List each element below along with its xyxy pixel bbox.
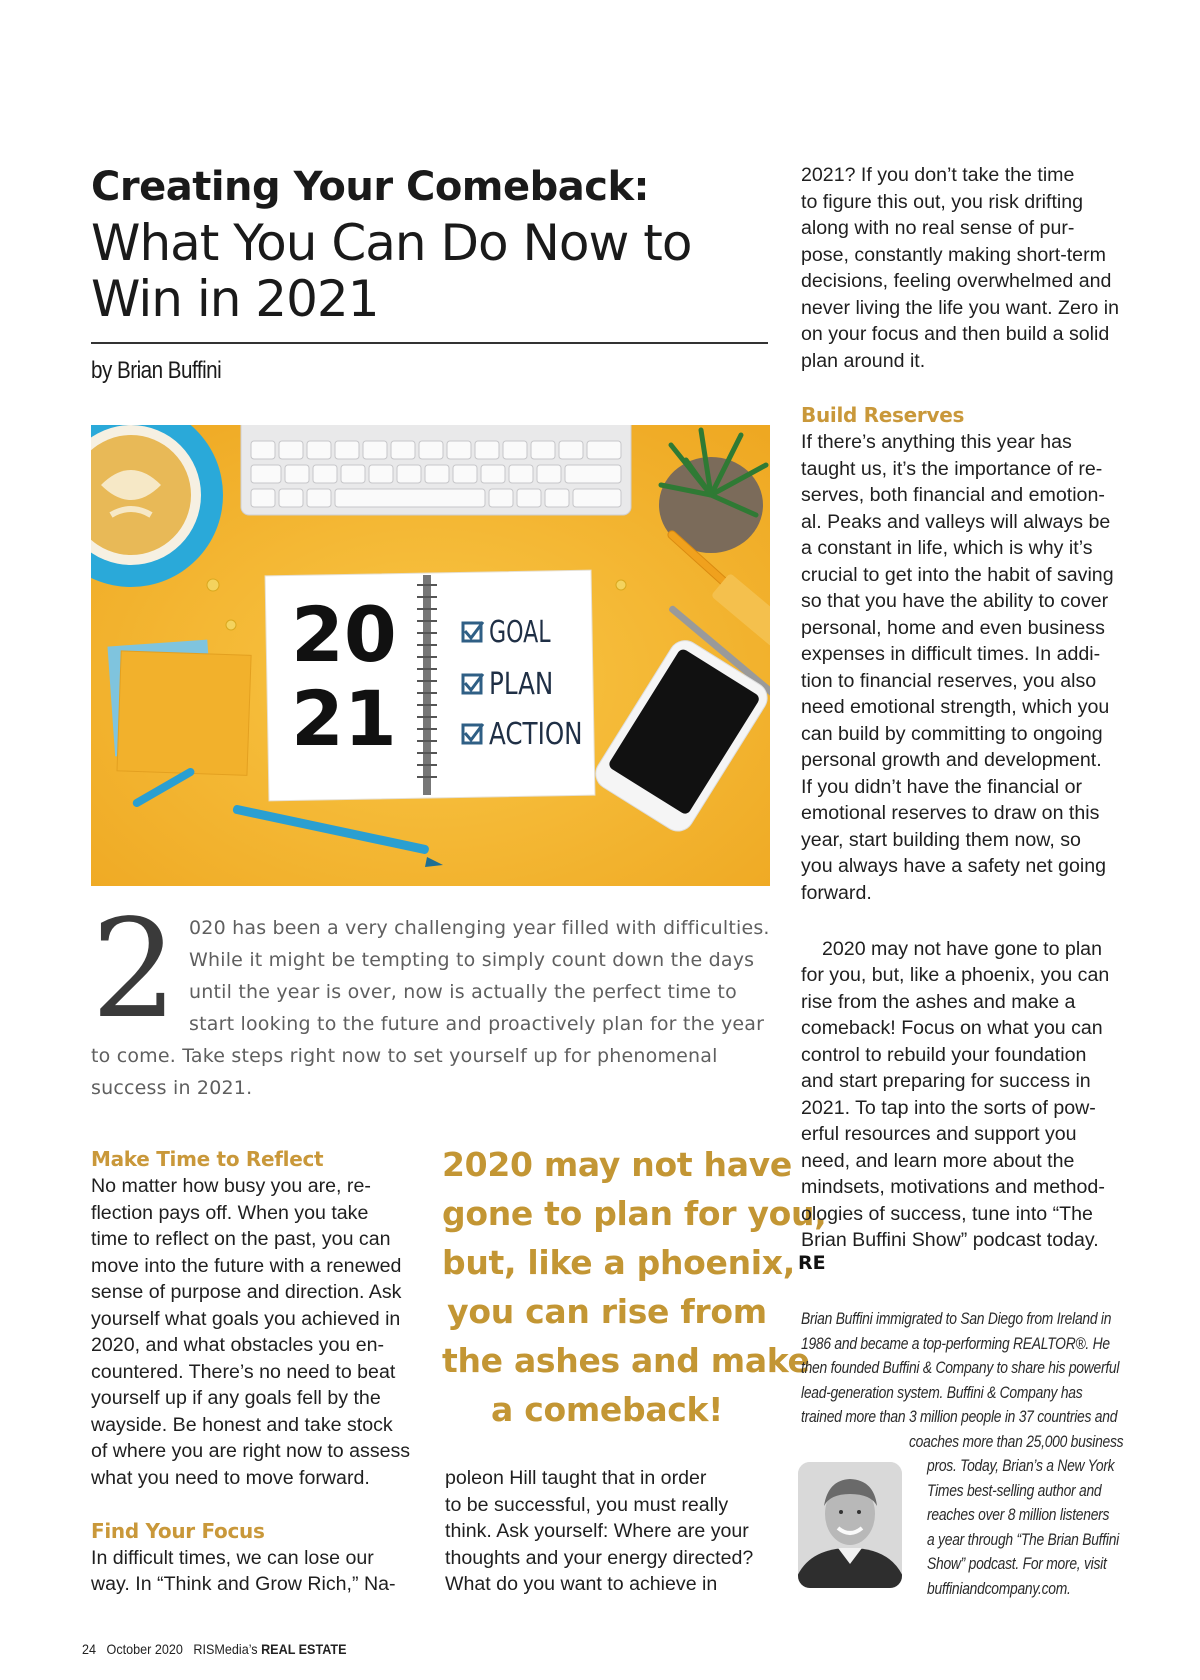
author-bio-line: buffiniandcompany.com. bbox=[927, 1580, 1071, 1598]
col1-line: flection pays off. When you take bbox=[91, 1202, 369, 1224]
byline: by Brian Buffini bbox=[91, 357, 222, 384]
col3-line: ologies of success, tune into “The bbox=[801, 1203, 1093, 1225]
col3-line: never living the life you want. Zero in bbox=[801, 297, 1120, 319]
col3-line: decisions, feeling overwhelmed and bbox=[801, 270, 1112, 292]
article-title-bold: Creating Your Comeback: bbox=[91, 164, 650, 210]
author-bio-line: lead-generation system. Buffini & Company has bbox=[801, 1384, 1083, 1402]
pull-quote-line: the ashes and make bbox=[442, 1341, 810, 1380]
desk-illustration bbox=[91, 425, 770, 886]
col3-line: for you, but, like a phoenix, you can bbox=[801, 964, 1110, 986]
col1-line: move into the future with a renewed bbox=[91, 1255, 402, 1277]
author-bio-line: 1986 and became a top-performing REALTOR®. He bbox=[801, 1335, 1110, 1353]
col3-line: tion to financial reserves, you also bbox=[801, 670, 1097, 692]
col3-line: and start preparing for success in bbox=[801, 1070, 1091, 1092]
col3-line: 2020 may not have gone to plan bbox=[822, 938, 1102, 960]
page-number: 24 bbox=[82, 1641, 97, 1657]
col1-line: wayside. Be honest and take stock bbox=[91, 1414, 393, 1436]
col3-line: serves, both financial and emotion- bbox=[801, 484, 1105, 506]
col3-line: rise from the ashes and make a bbox=[801, 991, 1076, 1013]
col3-line: plan around it. bbox=[801, 350, 926, 372]
pull-quote-line: but, like a phoenix, bbox=[442, 1243, 796, 1282]
end-mark: RE bbox=[798, 1252, 826, 1274]
issue-date: October 2020 bbox=[106, 1641, 183, 1657]
heading-build-reserves: Build Reserves bbox=[801, 403, 965, 427]
author-bio-line: pros. Today, Brian’s a New York bbox=[927, 1457, 1115, 1475]
col3-line: need, and learn more about the bbox=[801, 1150, 1075, 1172]
col3-line: Brian Buffini Show” podcast today. bbox=[801, 1229, 1099, 1251]
col3-line: personal, home and even business bbox=[801, 617, 1105, 639]
col3-line: along with no real sense of pur- bbox=[801, 217, 1075, 239]
col3-line: control to rebuild your foundation bbox=[801, 1044, 1087, 1066]
col1-line: yourself up if any goals fell by the bbox=[91, 1387, 381, 1409]
col2-line: poleon Hill taught that in order bbox=[445, 1467, 707, 1489]
col3-line: to figure this out, you risk drifting bbox=[801, 191, 1084, 213]
keyboard-icon bbox=[241, 425, 631, 515]
article-title-line-2: What You Can Do Now to bbox=[91, 214, 692, 272]
intro-line: While it might be tempting to simply count down the days bbox=[189, 949, 755, 971]
col3-line: erful resources and support you bbox=[801, 1123, 1077, 1145]
magazine-name: REAL ESTATE bbox=[261, 1641, 347, 1657]
pull-quote-line: a comeback! bbox=[491, 1390, 723, 1429]
pull-quote-line: you can rise from bbox=[447, 1292, 767, 1331]
col1-line: sense of purpose and direction. Ask bbox=[91, 1281, 402, 1303]
title-divider bbox=[91, 342, 768, 344]
notebook-year-top: 20 bbox=[291, 590, 397, 679]
col3-line: comeback! Focus on what you can bbox=[801, 1017, 1103, 1039]
col2-line: thoughts and your energy directed? bbox=[445, 1547, 754, 1569]
col3-line: expenses in difficult times. In addi- bbox=[801, 643, 1101, 665]
author-bio-line: Brian Buffini immigrated to San Diego from Ireland in bbox=[801, 1310, 1112, 1328]
checklist-goal: GOAL bbox=[489, 615, 551, 650]
col3-line: emotional reserves to draw on this bbox=[801, 802, 1100, 824]
author-bio-line: Times best-selling author and bbox=[927, 1482, 1102, 1500]
notebook-year-bottom: 21 bbox=[291, 674, 397, 763]
col1-line: time to reflect on the past, you can bbox=[91, 1228, 391, 1250]
heading-make-time-to-reflect: Make Time to Reflect bbox=[91, 1147, 324, 1171]
author-headshot bbox=[798, 1462, 902, 1588]
col3-line: taught us, it’s the importance of re- bbox=[801, 458, 1103, 480]
col2-line: think. Ask yourself: Where are your bbox=[445, 1520, 749, 1542]
col2-line: to be successful, you must really bbox=[445, 1494, 729, 1516]
intro-line: success in 2021. bbox=[91, 1077, 253, 1099]
col3-line: forward. bbox=[801, 882, 872, 904]
col1-line: of where you are right now to assess bbox=[91, 1440, 411, 1462]
notebook-icon bbox=[265, 570, 595, 801]
col3-line: al. Peaks and valleys will always be bbox=[801, 511, 1111, 533]
col2-line: What do you want to achieve in bbox=[445, 1573, 718, 1595]
checklist-plan: PLAN bbox=[489, 667, 554, 702]
col1-line: way. In “Think and Grow Rich,” Na- bbox=[91, 1573, 396, 1595]
intro-line: to come. Take steps right now to set yourself up for phenomenal bbox=[91, 1045, 718, 1067]
heading-find-your-focus: Find Your Focus bbox=[91, 1519, 265, 1543]
col3-line: need emotional strength, which you bbox=[801, 696, 1110, 718]
author-bio-line: Show” podcast. For more, visit bbox=[927, 1555, 1107, 1573]
col3-line: If there’s anything this year has bbox=[801, 431, 1072, 453]
author-bio-line: trained more than 3 million people in 37 countries and bbox=[801, 1408, 1118, 1426]
col1-line: In difficult times, we can lose our bbox=[91, 1547, 374, 1569]
author-bio-line: then founded Buffini & Company to share his powerful bbox=[801, 1359, 1120, 1377]
pull-quote-line: gone to plan for you, bbox=[442, 1194, 827, 1233]
col3-line: can build by committing to ongoing bbox=[801, 723, 1103, 745]
intro-line: start looking to the future and proactively plan for the year bbox=[189, 1013, 765, 1035]
article-photo bbox=[91, 425, 770, 886]
col3-line: 2021. To tap into the sorts of pow- bbox=[801, 1097, 1096, 1119]
drop-cap: 2 bbox=[91, 891, 178, 1049]
author-bio-line: a year through “The Brian Buffini bbox=[927, 1531, 1119, 1549]
col1-line: No matter how busy you are, re- bbox=[91, 1175, 371, 1197]
col3-line: you always have a safety net going bbox=[801, 855, 1106, 877]
person-icon bbox=[798, 1462, 902, 1588]
col3-line: personal growth and development. bbox=[801, 749, 1102, 771]
col3-line: mindsets, motivations and method- bbox=[801, 1176, 1105, 1198]
author-bio-line: reaches over 8 million listeners bbox=[927, 1506, 1110, 1524]
col3-line: so that you have the ability to cover bbox=[801, 590, 1109, 612]
col3-line: year, start building them now, so bbox=[801, 829, 1081, 851]
publisher-name: RISMedia’s bbox=[193, 1641, 258, 1657]
col3-line: 2021? If you don’t take the time bbox=[801, 164, 1075, 186]
sticky-notes-icon bbox=[107, 640, 251, 776]
article-title-line-3: Win in 2021 bbox=[91, 270, 379, 328]
col1-line: yourself what goals you achieved in bbox=[91, 1308, 401, 1330]
col1-line: what you need to move forward. bbox=[91, 1467, 370, 1489]
checklist-action: ACTION bbox=[489, 717, 583, 752]
col3-line: a constant in life, which is why it’s bbox=[801, 537, 1093, 559]
pull-quote-line: 2020 may not have bbox=[442, 1145, 792, 1184]
page-footer bbox=[82, 1641, 347, 1657]
intro-line: until the year is over, now is actually the perfect time to bbox=[189, 981, 737, 1003]
col3-line: pose, constantly making short-term bbox=[801, 244, 1106, 266]
col3-line: on your focus and then build a solid bbox=[801, 323, 1110, 345]
intro-line: 020 has been a very challenging year filled with difficulties. bbox=[189, 917, 770, 939]
col3-line: crucial to get into the habit of saving bbox=[801, 564, 1114, 586]
author-bio-line: coaches more than 25,000 business bbox=[909, 1433, 1124, 1451]
col1-line: 2020, and what obstacles you en- bbox=[91, 1334, 385, 1356]
col1-line: countered. There’s no need to beat bbox=[91, 1361, 396, 1383]
col3-line: If you didn’t have the financial or bbox=[801, 776, 1083, 798]
